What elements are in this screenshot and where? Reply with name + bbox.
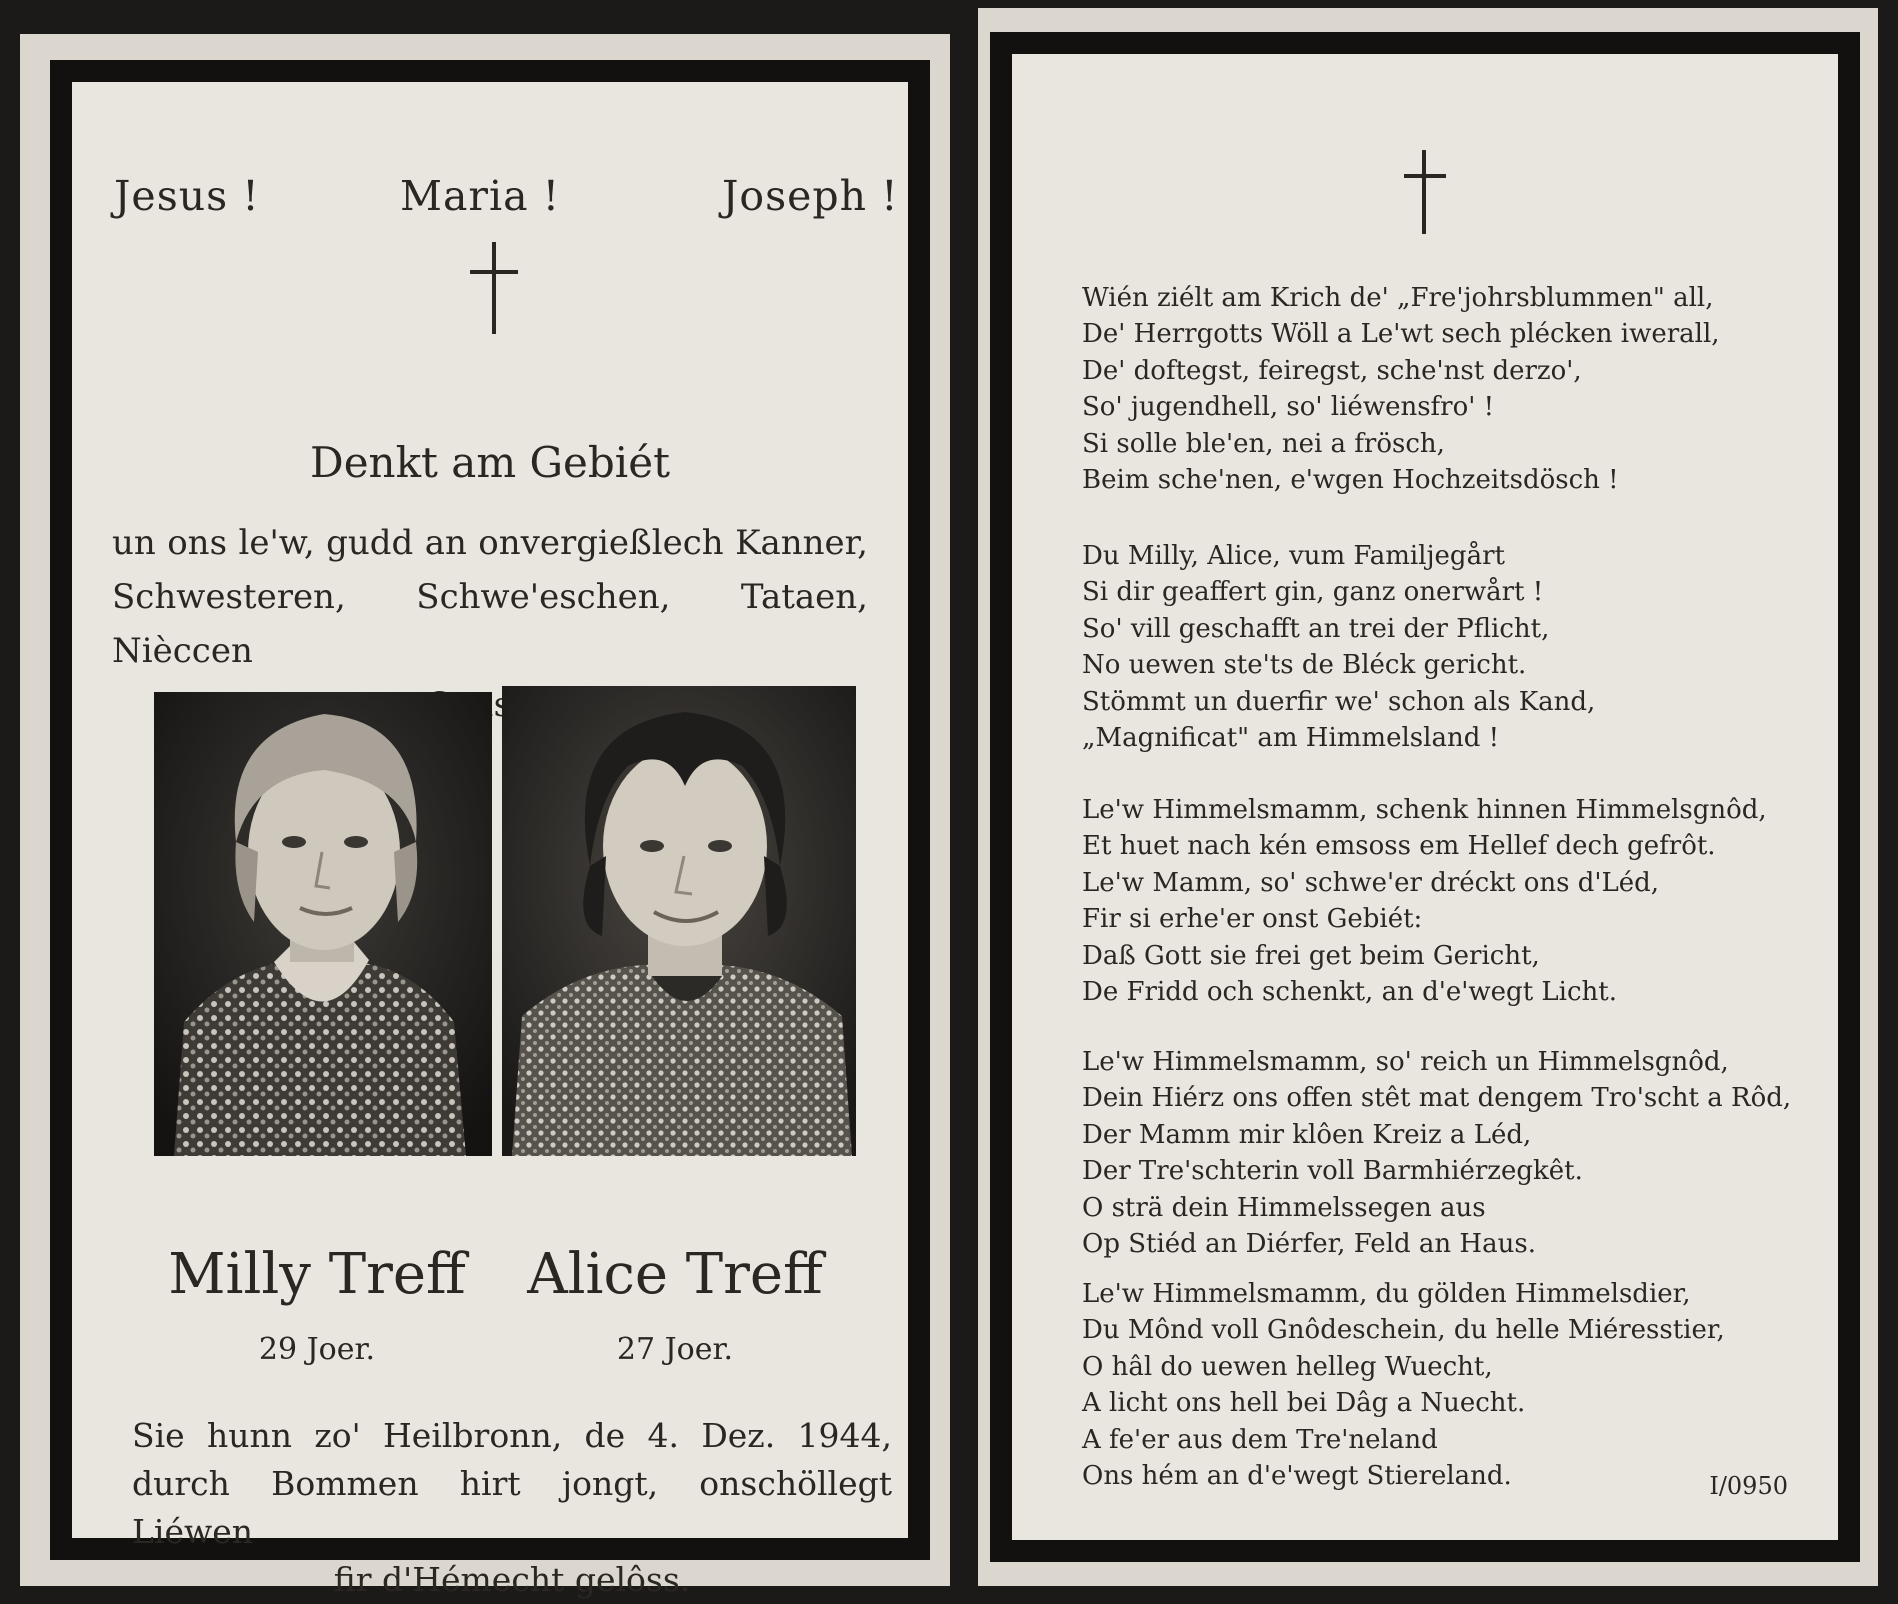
poem-line: Le'w Himmelsmamm, schenk hinnen Himmelsgnôd, [1082,795,1767,825]
poem-line: Op Stiéd an Diérfer, Feld an Haus. [1082,1229,1536,1260]
mourning-frame-left [50,60,930,1599]
portrait-photo-alice [502,686,856,1156]
dedication-line: un ons le'w, gudd an onvergießlech Kanner, [112,523,868,563]
poem-line: Daß Gott sie frei get beim Gericht, [1082,940,1540,971]
poem-line: Wién ziélt am Krich de' „Fre'johrsblummen" all, [1082,283,1714,313]
print-reference: I/0950 [1709,1472,1788,1500]
mourning-frame-right [990,32,1860,1562]
poem-line: Beim sche'nen, e'wgen Hochzeitsdösch ! [1082,465,1619,496]
poem-line: Et huet nach kén emsoss em Hellef dech gefrôt. [1082,831,1716,862]
invocation-jesus: Jesus ! [114,172,260,220]
poem-line: Si solle ble'en, nei a frösch, [1082,428,1445,459]
poem-line: Der Mamm mir klôen Kreiz a Léd, [1082,1119,1532,1150]
heading: Denkt am Gebiét [310,438,670,487]
invocation-joseph: Joseph ! [722,172,899,220]
person-age-milly: 29 Joer. [258,1332,376,1367]
poem-line: So' vill geschafft an trei der Pflicht, [1082,613,1550,644]
death-notice-line: durch Bommen hirt jongt, onschöllegt Liéwen [132,1464,892,1551]
poem-line: Der Tre'schterin voll Barmhiérzegkêt. [1082,1156,1583,1187]
person-age-alice: 27 Joer. [616,1332,734,1367]
poem-stanza [1082,1276,1782,1494]
poem-line: Du Milly, Alice, vum Familjegårt [1082,541,1505,571]
poem-line: Fir si erhe'er onst Gebiét: [1082,904,1423,935]
memorial-card-left [20,34,950,1599]
death-notice-text [132,1412,892,1604]
poem-line: Le'w Mamm, so' schwe'er dréckt ons d'Léd, [1082,867,1660,898]
dedication-line: Schwesteren, Schwe'eschen, Tataen, Nièccen [112,577,868,671]
poem-line: No uewen ste'ts de Bléck gericht. [1082,650,1527,681]
poem-line: Le'w Himmelsmamm, du gölden Himmelsdier, [1082,1279,1691,1309]
poem-line: O strä dein Himmelssegen aus [1082,1192,1486,1223]
poem-line: Dein Hiérz ons offen stêt mat dengem Tro'scht a Rôd, [1082,1083,1792,1114]
person-name-alice: Alice Treff [527,1242,823,1307]
poem-line: Du Mônd voll Gnôdeschein, du helle Miéresstier, [1082,1315,1725,1346]
poem-stanza [1082,1044,1792,1262]
poem-line: A fe'er aus dem Tre'neland [1082,1424,1438,1455]
poem-stanza [1082,280,1782,498]
poem-line: De' doftegst, feiregst, sche'nst derzo', [1082,355,1582,386]
poem-line: Stömmt un duerfir we' schon als Kand, [1082,686,1596,717]
death-notice-line: fir d'Hémecht gelôss. [333,1560,691,1599]
poem-line: So' jugendhell, so' liéwensfro' ! [1082,392,1495,423]
poem-stanza [1082,792,1782,1010]
memorial-card-right [978,8,1878,1586]
poem-line: De' Herrgotts Wöll a Le'wt sech plécken iwerall, [1082,319,1720,350]
person-name-milly: Milly Treff [168,1242,466,1307]
poem-line: „Magnificat" am Himmelsland ! [1082,723,1500,754]
poem-line: O hâl do uewen helleg Wuecht, [1082,1351,1493,1382]
poem-line: Le'w Himmelsmamm, so' reich un Himmelsgnôd, [1082,1047,1729,1077]
poem-stanza [1082,538,1782,756]
poem-line: Si dir geaffert gin, ganz onerwårt ! [1082,577,1544,608]
death-notice-line: Sie hunn zo' Heilbronn, de 4. Dez. 1944, [132,1416,892,1455]
poem-line: A licht ons hell bei Dâg a Nuecht. [1082,1388,1526,1419]
invocation-maria: Maria ! [400,172,561,220]
poem-line: De Fridd och schenkt, an d'e'wegt Licht. [1082,977,1618,1008]
poem-line: Ons hém an d'e'wegt Stiereland. [1082,1461,1512,1492]
portrait-photo-milly [154,692,492,1156]
